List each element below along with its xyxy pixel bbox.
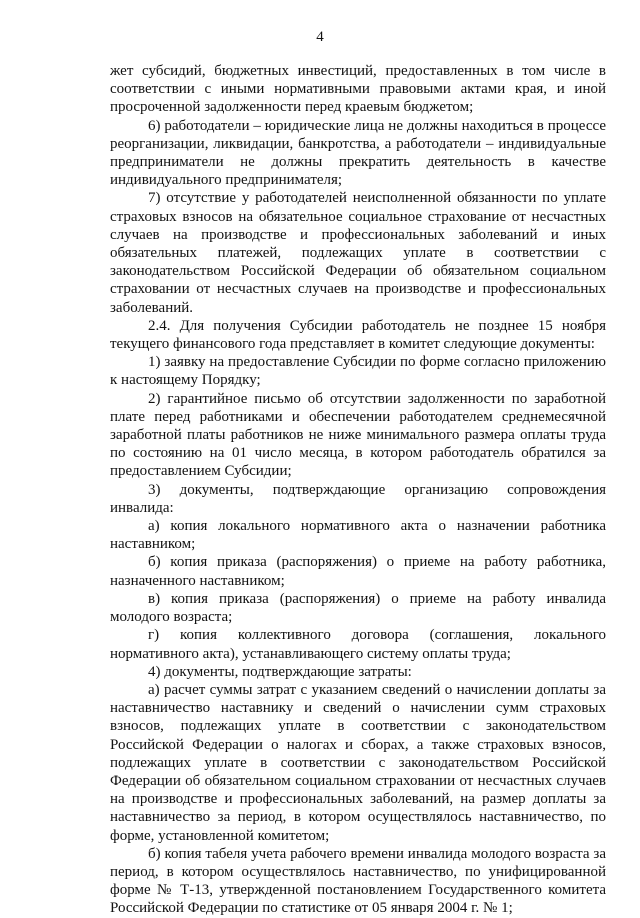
paragraph-doc-3: 3) документы, подтверждающие организацию сопровождения инвалида: bbox=[110, 481, 606, 516]
paragraph-doc-4a: а) расчет суммы затрат с указанием сведений о начислении доплаты за наставничество наставнику и сведений о начислении сумм страховых взносов, подлежащих уплате в соответствии с законодательством Российской Федерации о налогах и сборах, а также страховых взносов, подлежащих уплате в соответствии с законодательством Российской Федерации об обязательном социальном страховании от несчастных случаев на производстве и профессиональных заболеваний, на размер доплаты за наставничество за период, в котором осуществлялось наставничество, по форме, установленной комитетом; bbox=[110, 681, 606, 844]
paragraph-doc-3g: г) копия коллективного договора (соглашения, локального нормативного акта), устанавливающего систему оплаты труда; bbox=[110, 627, 606, 662]
paragraph-item-7: 7) отсутствие у работодателей неисполненной обязанности по уплате страховых взносов на обязательное социальное страхование от несчастных случаев на производстве и профессиональных заболеваний и иных обязательных платежей, подлежащих уплате в соответствии с законодательством Российской Федерации об обязательном социальном страховании от несчастных случаев на производстве и профессиональных заболеваний. bbox=[110, 190, 606, 316]
paragraph-doc-4: 4) документы, подтверждающие затраты: bbox=[148, 663, 412, 680]
paragraph-doc-3b: б) копия приказа (распоряжения) о приеме на работу работника, назначенного наставником; bbox=[110, 554, 606, 589]
document-body bbox=[110, 62, 606, 918]
page-number: 4 bbox=[316, 29, 324, 45]
paragraph-doc-1: 1) заявку на предоставление Субсидии по форме согласно приложению к настоящему Порядку; bbox=[110, 354, 606, 389]
paragraph-doc-2: 2) гарантийное письмо об отсутствии задолженности по заработной плате перед работниками и обеспечении работодателем среднемесячной заработной платы работников не ниже минимального размера оплаты труда по состоянию на 01 число месяца, в котором работодатель обратился за предоставлением Субсидии; bbox=[110, 390, 606, 480]
paragraph-section-2-4: 2.4. Для получения Субсидии работодатель не позднее 15 ноября текущего финансового года представляет в комитет следующие документы: bbox=[110, 317, 606, 353]
paragraph-continuation: жет субсидий, бюджетных инвестиций, предоставленных в том числе в соответствии с иными нормативными правовыми актами края, и иной просроченной задолженности перед краевым бюджетом; bbox=[110, 63, 606, 116]
paragraph-item-6: 6) работодатели – юридические лица не должны находиться в процессе реорганизации, ликвидации, банкротства, а работодатели – индивидуальные предприниматели не должны прекратить деятельность в качестве индивидуального предпринимателя; bbox=[110, 117, 606, 189]
paragraph-doc-4b: б) копия табеля учета рабочего времени инвалида молодого возраста за период, в котором осуществлялось наставничество, по унифицированной форме № Т-13, утвержденной постановлением Государственного комитета Российской Федерации по статистике от 05 января 2004 г. № 1; bbox=[110, 845, 606, 917]
paragraph-doc-3v: в) копия приказа (распоряжения) о приеме на работу инвалида молодого возраста; bbox=[110, 590, 606, 626]
paragraph-doc-3a: а) копия локального нормативного акта о назначении работника наставником; bbox=[110, 518, 606, 553]
